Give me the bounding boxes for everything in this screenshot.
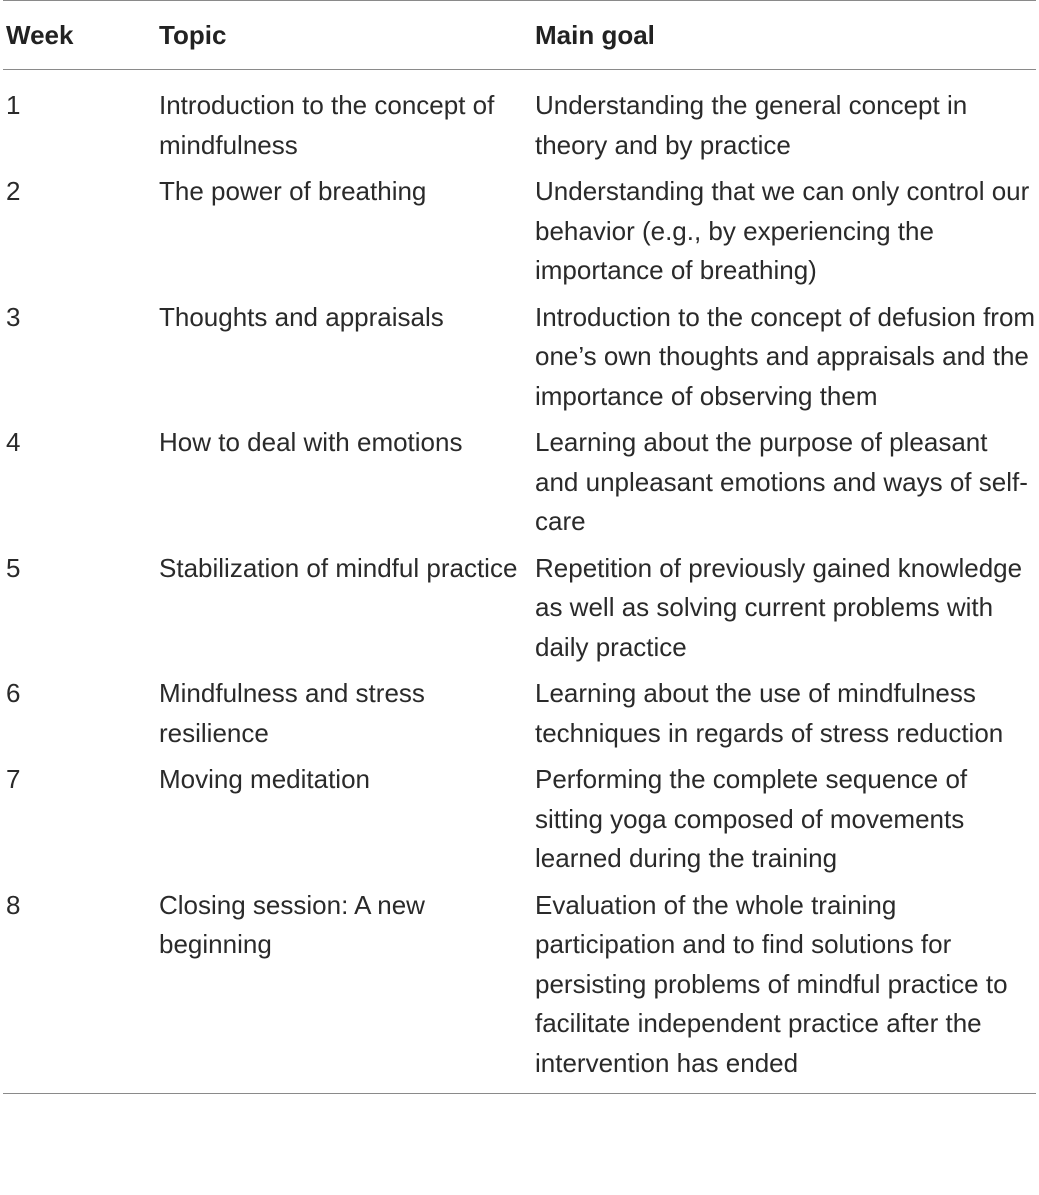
cell-main-goal: Learning about the purpose of pleasant and unpleasant emotions and ways of self-care: [535, 427, 1028, 536]
cell-main-goal: Learning about the use of mindfulness techniques in regards of stress reduction: [535, 678, 1004, 748]
table-row: [3, 549, 1036, 675]
table-row: [3, 298, 1036, 424]
table-row: [3, 886, 1036, 1094]
cell-topic: Stabilization of mindful practice: [159, 552, 518, 583]
cell-week: 1: [6, 90, 21, 120]
cell-week: 6: [6, 678, 21, 708]
cell-main-goal: Evaluation of the whole training participation and to find solutions for persisting problems of mindful practice to facilitate independent practice after the intervention has ended: [535, 889, 1008, 1078]
cell-week: 4: [6, 427, 21, 457]
cell-topic: Moving meditation: [159, 764, 370, 794]
cell-week: 2: [6, 176, 21, 206]
cell-week: 7: [6, 764, 21, 794]
header-main-goal: Main goal: [535, 19, 655, 50]
table-row: [3, 172, 1036, 298]
header-topic: Topic: [159, 19, 227, 50]
cell-main-goal: Understanding the general concept in theory and by practice: [535, 90, 968, 160]
header-row: [3, 1, 1036, 70]
cell-main-goal: Introduction to the concept of defusion from one’s own thoughts and appraisals and the importance of observing them: [535, 301, 1036, 411]
cell-topic: Introduction to the concept of mindfulness: [159, 90, 495, 160]
table-row: [3, 674, 1036, 760]
cell-week: 8: [6, 889, 21, 920]
table-row: [3, 70, 1036, 173]
cell-week: 5: [6, 552, 21, 583]
cell-topic: Mindfulness and stress resilience: [159, 678, 425, 748]
table-row: [3, 423, 1036, 549]
cell-topic: Closing session: A new beginning: [159, 889, 425, 959]
training-schedule-table-wrapper: [3, 0, 1036, 1094]
header-week: Week: [6, 19, 74, 50]
table-body: [3, 70, 1036, 1094]
cell-topic: The power of breathing: [159, 176, 427, 206]
table-row: [3, 760, 1036, 886]
cell-main-goal: Performing the complete sequence of sitting yoga composed of movements learned during the training: [535, 764, 968, 873]
cell-topic: How to deal with emotions: [159, 427, 463, 457]
cell-topic: Thoughts and appraisals: [159, 301, 444, 332]
table-header: [3, 1, 1036, 70]
cell-main-goal: Understanding that we can only control our behavior (e.g., by experiencing the importance of breathing): [535, 176, 1030, 285]
cell-week: 3: [6, 301, 21, 332]
cell-main-goal: Repetition of previously gained knowledge as well as solving current problems with daily practice: [535, 552, 1023, 662]
training-schedule-table: [3, 0, 1036, 1094]
